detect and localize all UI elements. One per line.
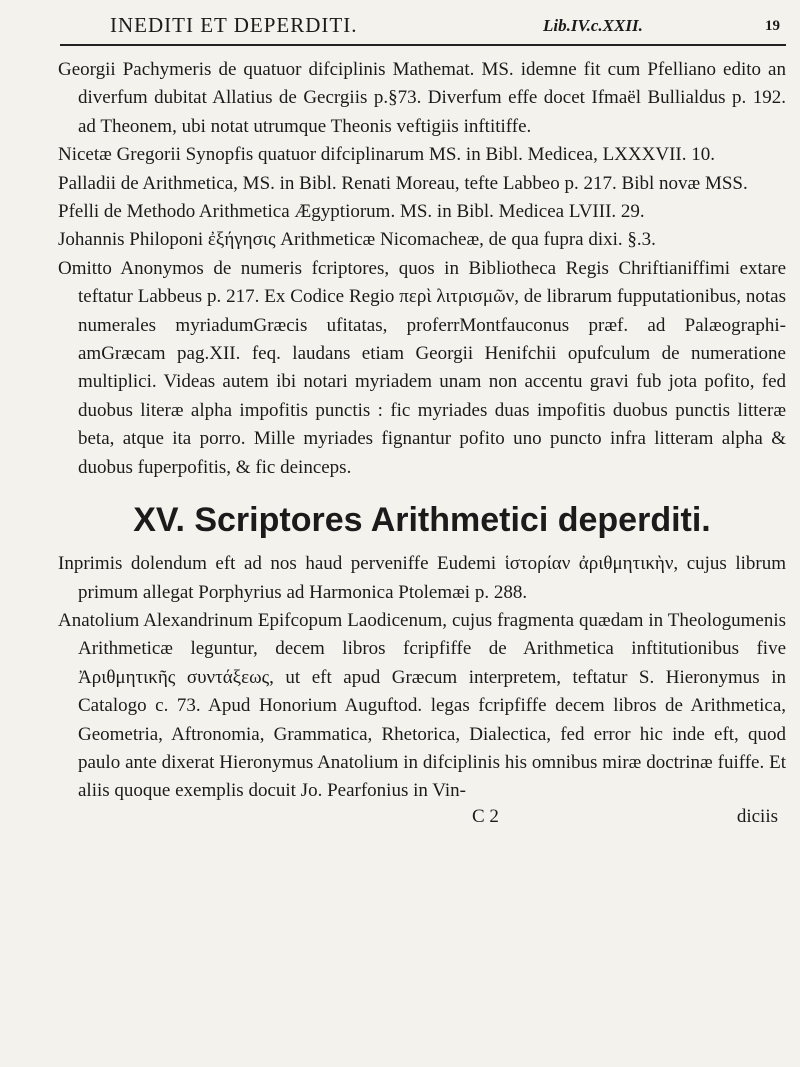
- catchword: diciis: [736, 805, 778, 827]
- running-head: [60, 10, 786, 46]
- section-heading: XV. Scriptores Arithmetici deperditi.: [133, 501, 711, 540]
- entry-anatolius: Anatolium Alexandrinum Epifcopum Laodicenum, cujus fragmenta quædam in Theologumenis Arithmeticæ leguntur, decem libros fcripfiffe de Arithmetica inftitutionibus five Ἀριθμητικῆς συντάξεως, ut eft apud Græcum interpretem, teftatur S. Hieronymus in Catalogo c. 73. Apud Honorium Auguftod. legas fcripfiffe decem libros de Arithmetica, Geometria, Aftronomia, Grammatica, Rhetorica, Dialectica, fed error hic inde eft, quod paulo ante dixerat Hieronymus Anatolium in difciplinis his omnibus miræ doctrinæ fuiffe. Et aliis quoque exemplis docuit Jo. Pearfonius in Vin-: [58, 609, 786, 802]
- entry-palladius: Palladii de Arithmetica, MS. in Bibl. Renati Moreau, tefte Labbeo p. 217. Bibl novæ MSS.: [58, 172, 748, 194]
- entry-nicetas: Nicetæ Gregorii Synopfis quatuor difciplinarum MS. in Bibl. Medicea, LXXXVII. 10.: [58, 144, 715, 166]
- entry-psellus: Pfelli de Methodo Arithmetica Ægyptiorum. MS. in Bibl. Medicea LVIII. 29.: [58, 201, 645, 223]
- entry-philoponus: Johannis Philoponi ἐξήγησις Arithmeticæ Nicomacheæ, de qua fupra dixi. §.3.: [58, 229, 656, 251]
- running-head-reference: Lib.IV.c.XXII.: [543, 16, 643, 35]
- entry-eudemus: Inprimis dolendum eft ad nos haud perveniffe Eudemi ἱστορίαν ἀριθμητικὴν, cujus librum primum allegat Porphyrius ad Harmonica Ptolemæi p. 288.: [58, 553, 786, 603]
- page-body: [58, 56, 786, 832]
- entry-anonymi: Omitto Anonymos de numeris fcriptores, quos in Bibliotheca Regis Chriftianiffimi extare teftatur Labbeus p. 217. Ex Codice Regio περὶ λιτρισμῶν, de librarum fupputationibus, notas numerales myriadumGræcis ufitatas, proferrMontfauconus præf. ad Palæographi-amGræcam pag.XII. feq. laudans etiam Georgii Henifchii opufculum de numeratione multiplici. Videas autem ibi notari myriadem unam non accentu gravi fub jota pofito, fed duobus literæ alpha impofitis punctis : fic myriades duas impofitis duobus punctis litteræ beta, atque ita porro. Mille myriades fignantur pofito uno puncto infra litteram alpha & duobus fuperpofitis, & fic deinceps.: [58, 257, 786, 478]
- entry-pachymeres: Georgii Pachymeris de quatuor difciplinis Mathemat. MS. idemne fit cum Pfelliano edito an diverfum dubitat Allatius de Gecrgiis p.§73. Diverfum effe docet Ifmaël Bullialdus p. 192. ad Theonem, ubi notat utrumque Theonis veftigiis inftitiffe.: [58, 59, 786, 137]
- page-footer: [58, 806, 786, 832]
- signature-mark: C 2: [472, 805, 499, 827]
- running-head-title: INEDITI ET DEPERDITI.: [110, 13, 358, 37]
- page-number: 19: [765, 18, 780, 34]
